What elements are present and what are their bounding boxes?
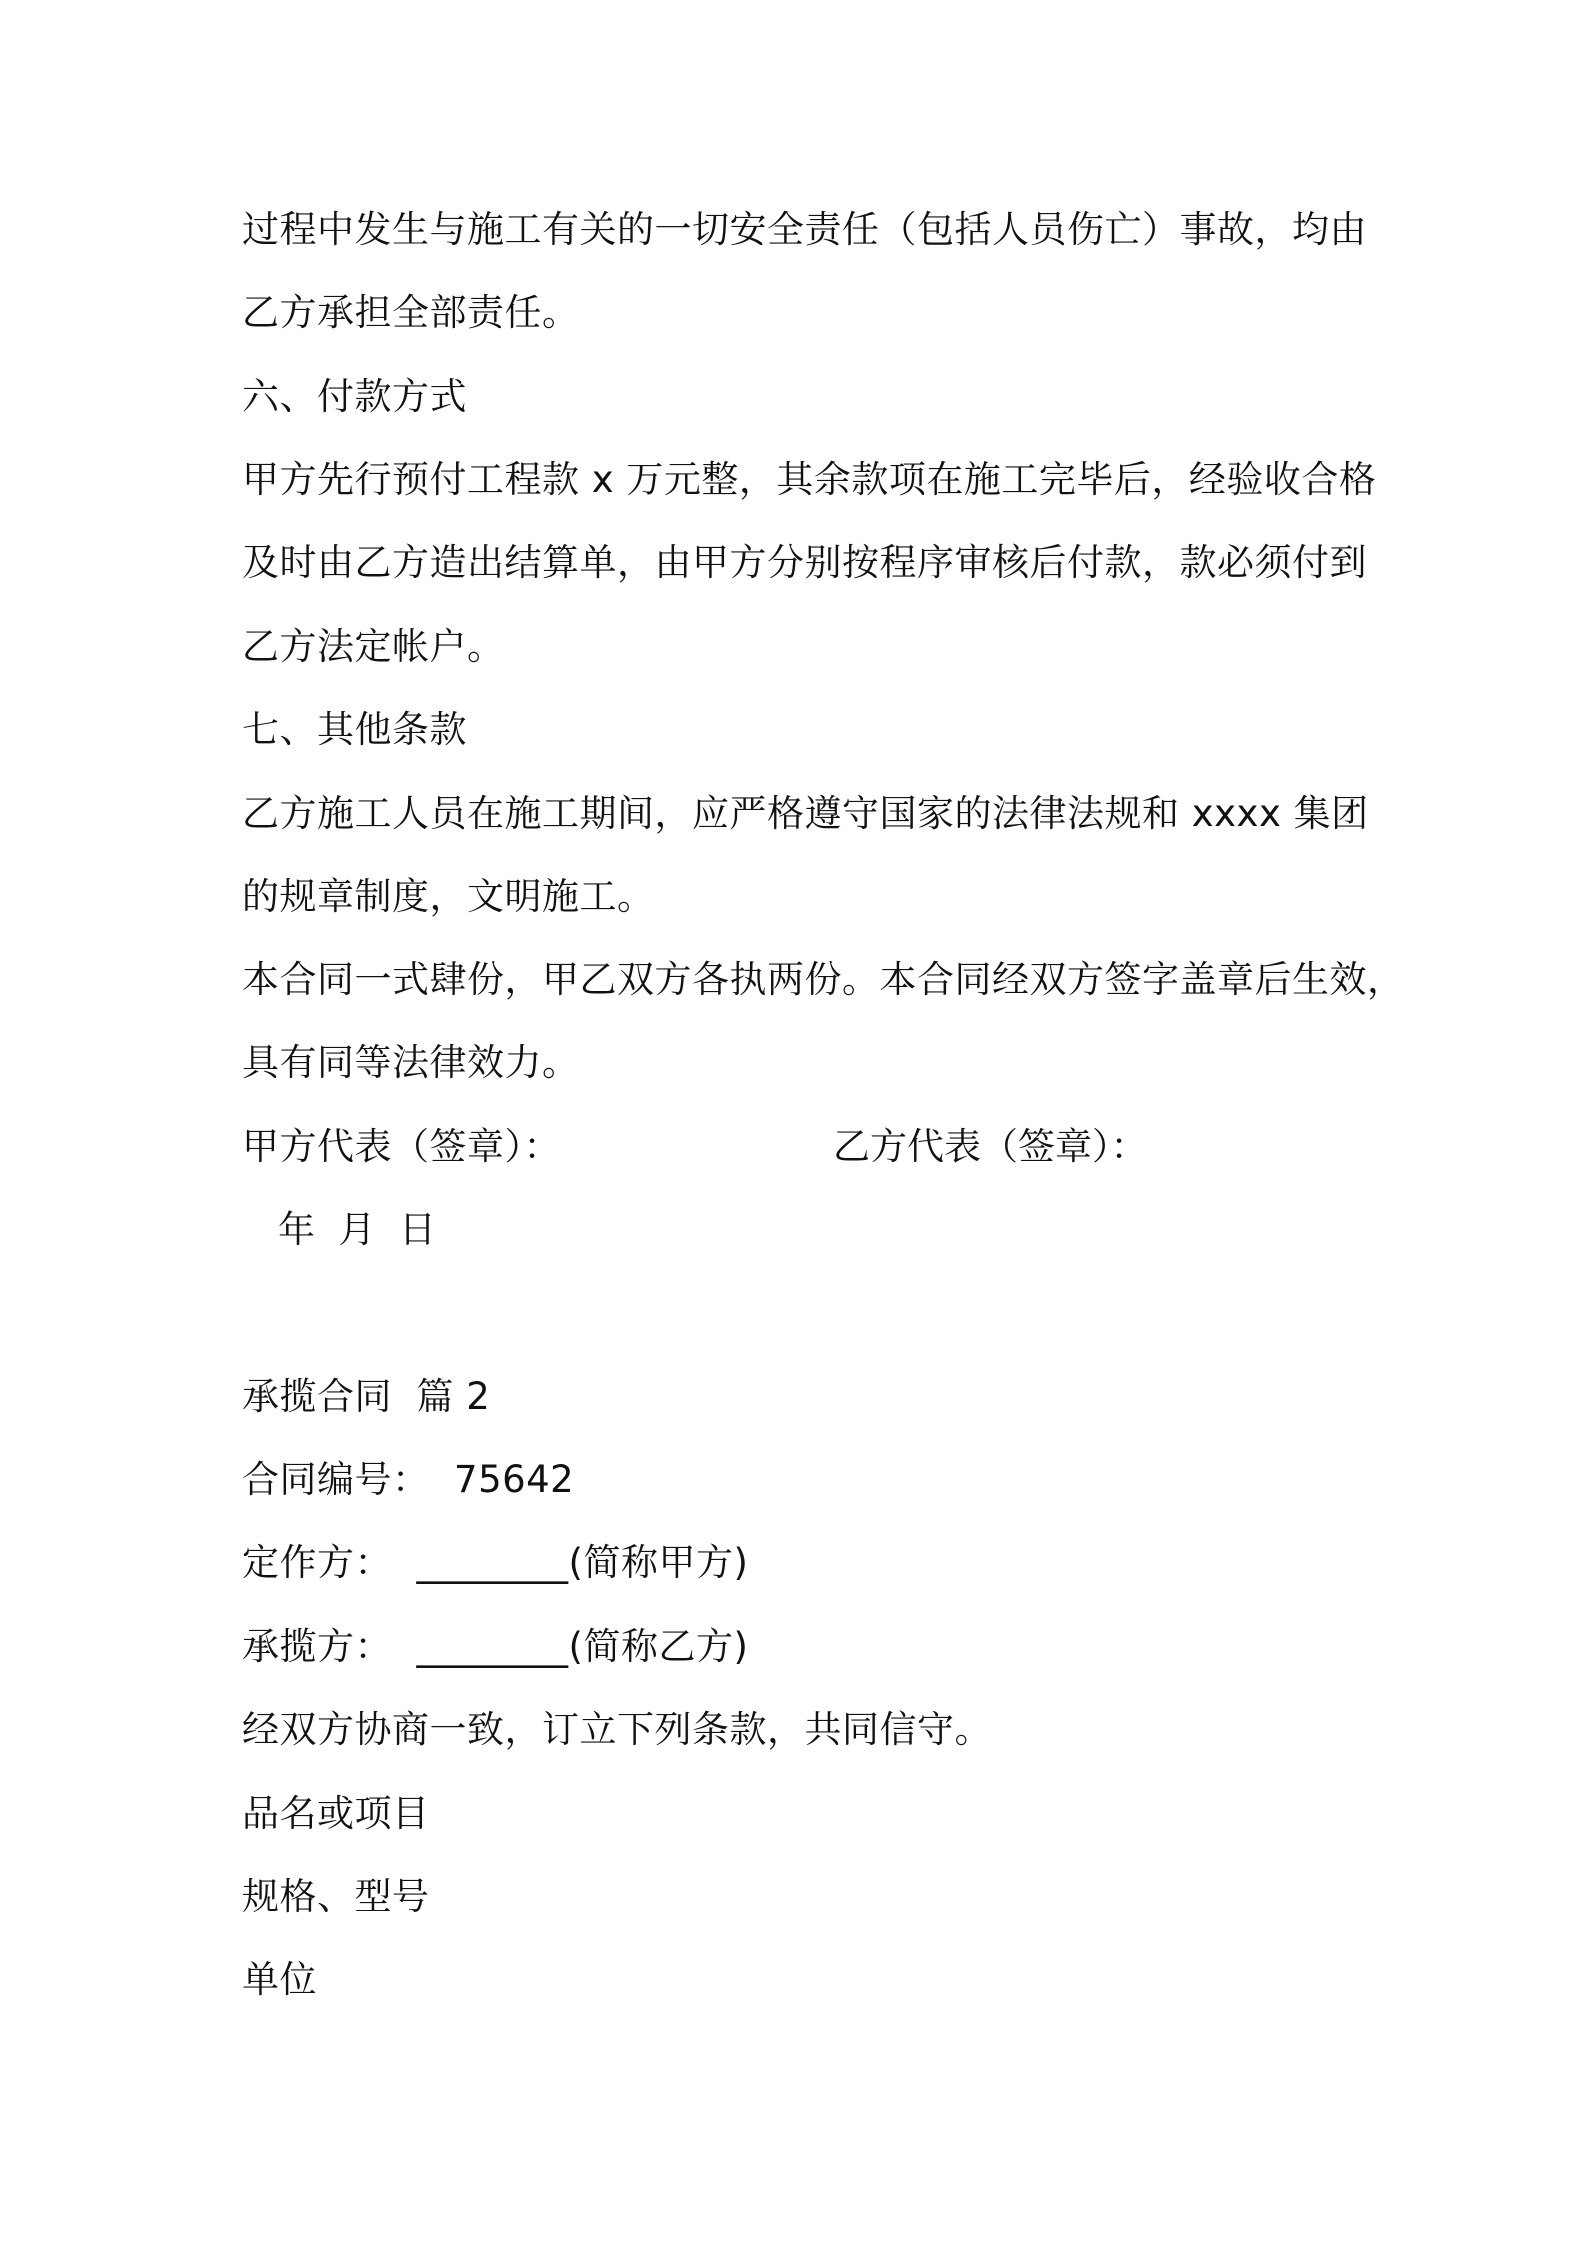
- contract-title: 承揽合同 篇 2: [242, 1375, 491, 1418]
- heading-other-terms: 七、其他条款: [242, 708, 467, 751]
- paragraph-safety-line2: 乙方承担全部责任。: [242, 291, 580, 334]
- paragraph-payment-line2: 及时由乙方造出结算单，由甲方分别按程序审核后付款，款必须付到: [242, 541, 1367, 584]
- paragraph-copies-line2: 具有同等法律效力。: [242, 1041, 580, 1084]
- paragraph-conduct-line1: 乙方施工人员在施工期间，应严格遵守国家的法律法规和 xxxx 集团: [242, 792, 1369, 835]
- paragraph-copies-line1: 本合同一式肆份，甲乙双方各执两份。本合同经双方签字盖章后生效，: [242, 958, 1405, 1001]
- heading-payment-method: 六、付款方式: [242, 375, 467, 418]
- signature-party-a-label: 甲方代表（签章）：: [242, 1125, 561, 1168]
- item-unit-label: 单位: [242, 1958, 317, 2001]
- contract-number: 合同编号： 75642: [242, 1458, 575, 1501]
- item-spec-label: 规格、型号: [242, 1875, 430, 1918]
- paragraph-payment-line3: 乙方法定帐户。: [242, 625, 505, 668]
- agreement-statement: 经双方协商一致，订立下列条款，共同信守。: [242, 1708, 992, 1751]
- paragraph-safety-line1: 过程中发生与施工有关的一切安全责任（包括人员伤亡）事故，均由: [242, 208, 1367, 251]
- paragraph-conduct-line2: 的规章制度，文明施工。: [242, 875, 655, 918]
- signature-date: 年 月 日: [278, 1208, 437, 1251]
- contractor-field: 承揽方： ________(简称乙方): [242, 1625, 749, 1668]
- signature-party-b-label: 乙方代表（签章）：: [833, 1125, 1148, 1168]
- item-name-label: 品名或项目: [242, 1792, 430, 1835]
- paragraph-payment-line1: 甲方先行预付工程款 x 万元整，其余款项在施工完毕后，经验收合格: [242, 458, 1377, 501]
- orderer-field: 定作方： ________(简称甲方): [242, 1541, 749, 1584]
